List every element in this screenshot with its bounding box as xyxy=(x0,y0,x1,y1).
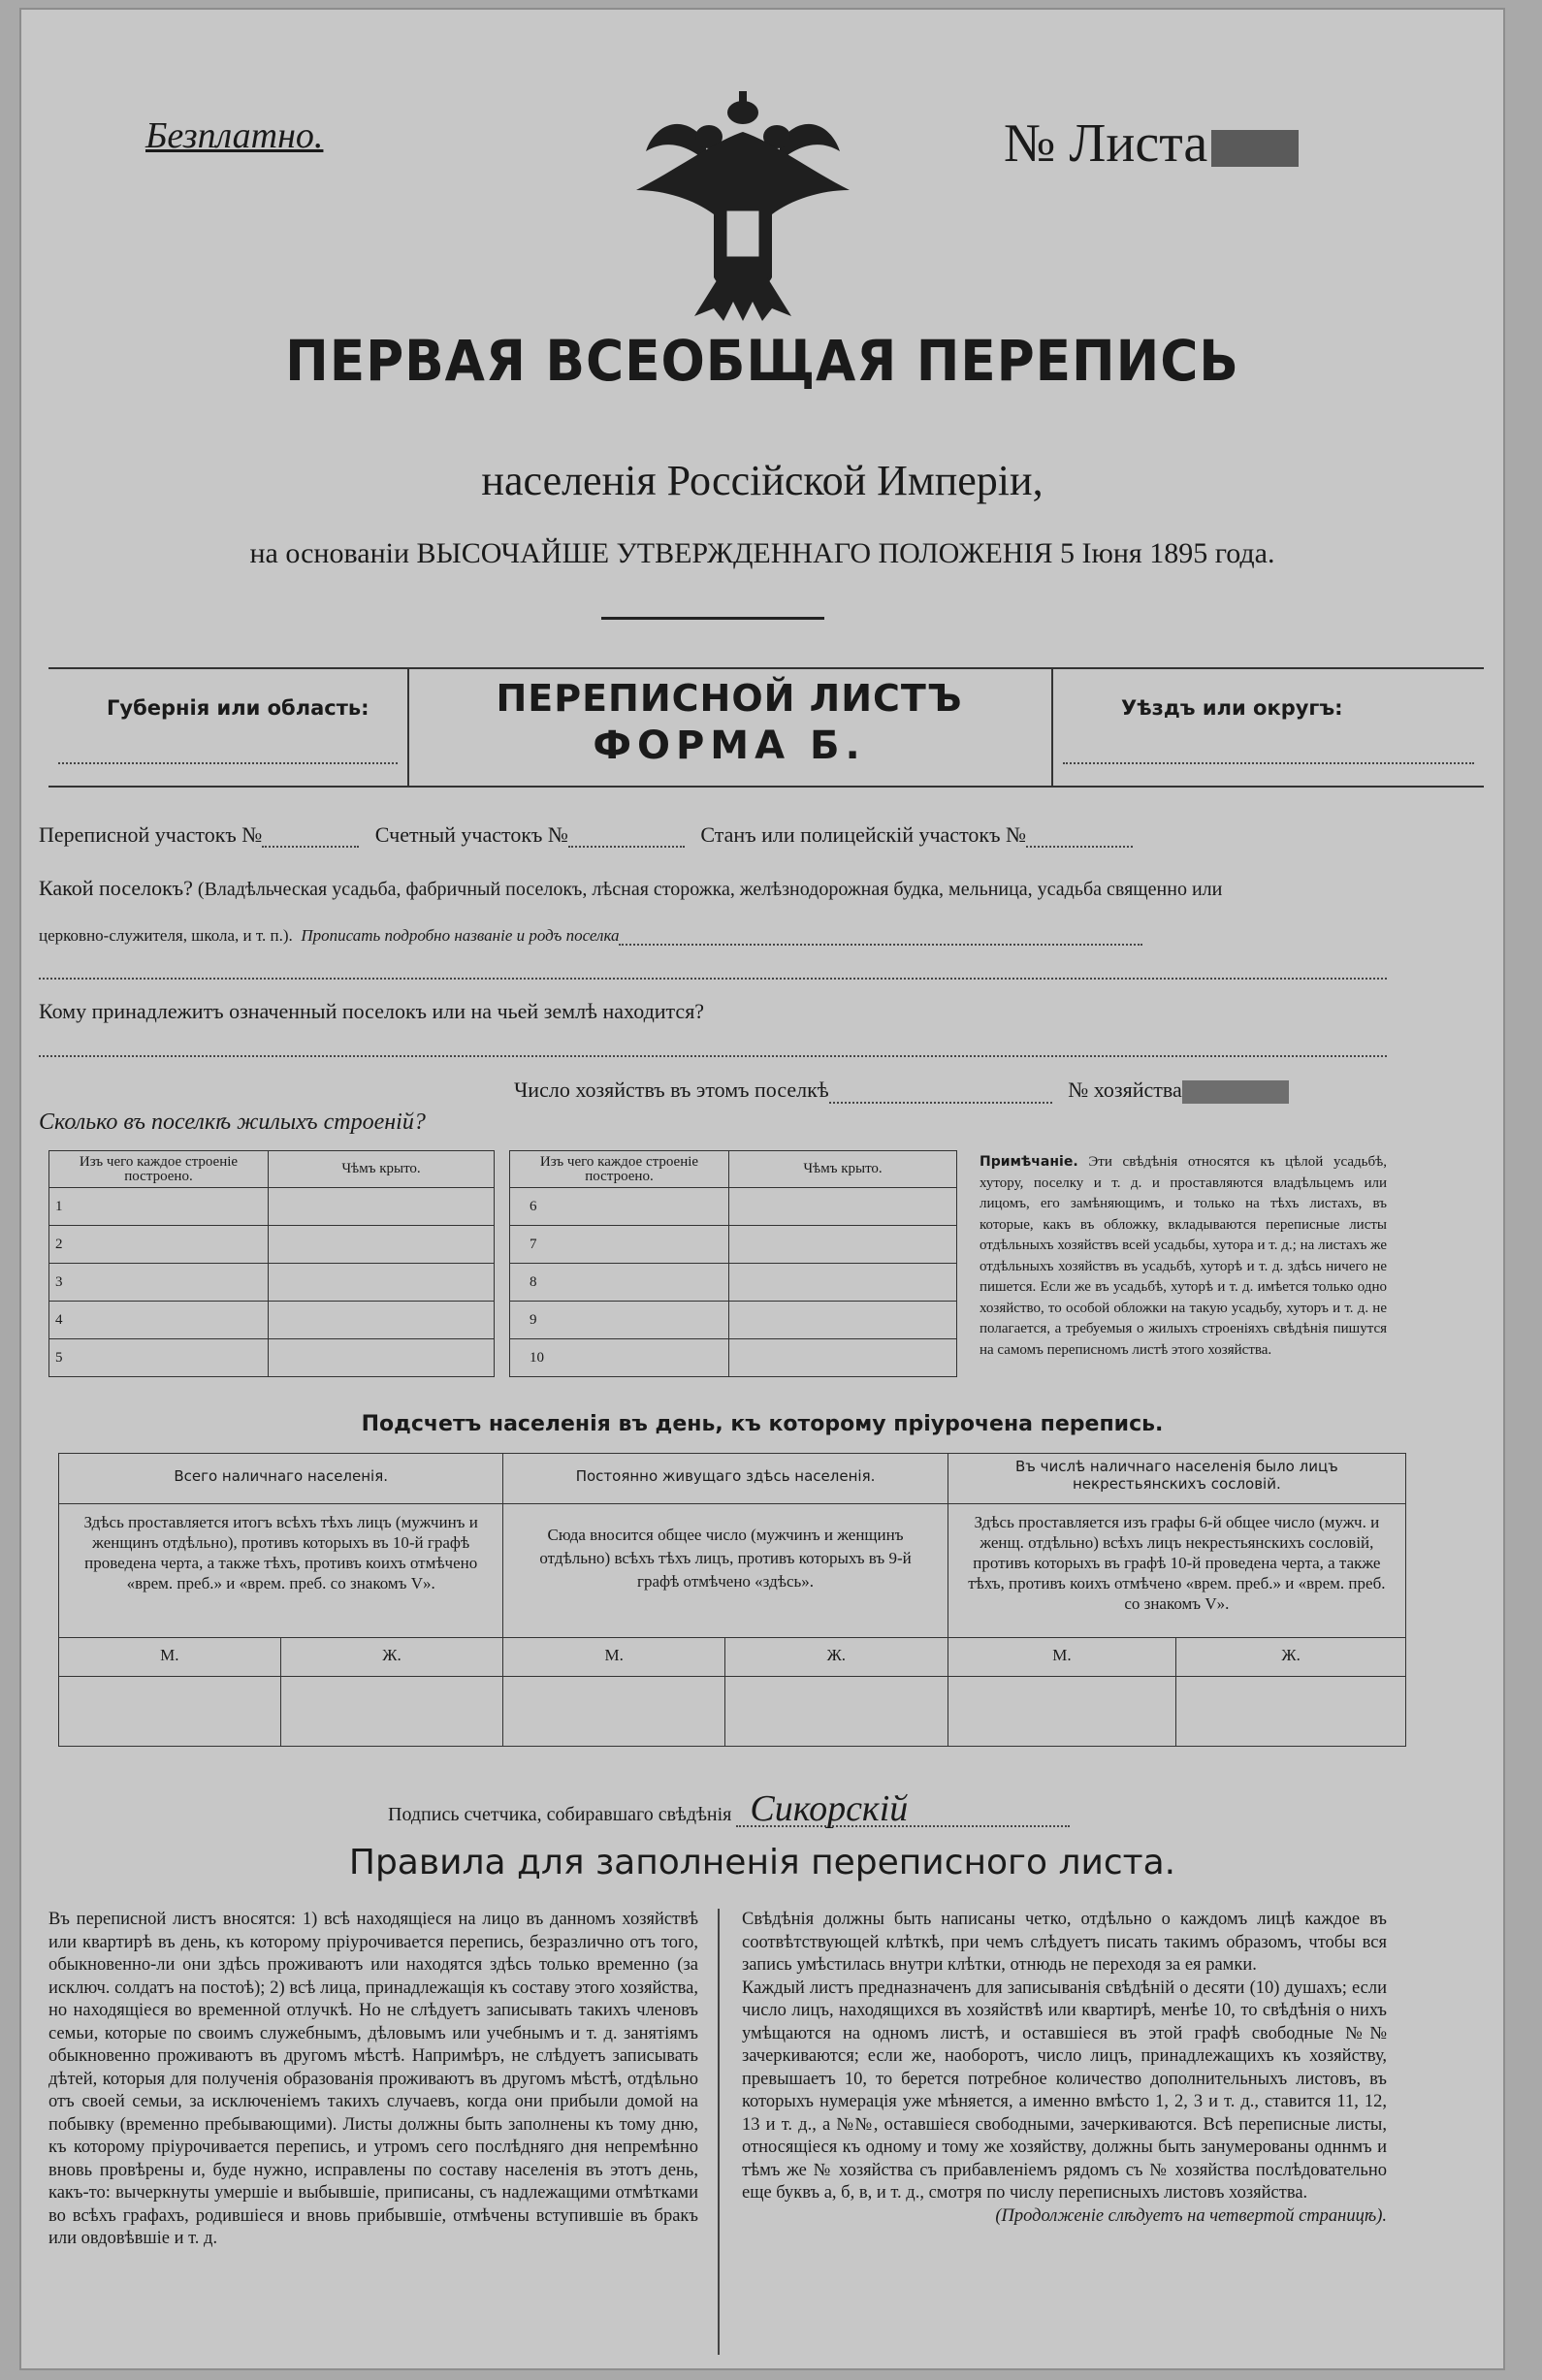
census-area-field[interactable] xyxy=(262,826,359,848)
permanent-population-head: Постоянно живущаго здѣсь населенія. xyxy=(503,1454,948,1504)
census-title: ПЕРВАЯ ВСЕОБЩАЯ ПЕРЕПИСЬ xyxy=(285,328,1239,394)
total-population-head: Всего наличнаго населенія. xyxy=(59,1454,503,1504)
note-text: Эти свѣдѣнія относятся къ цѣлой усадьбѣ, хутору, поселку и т. д. и проставляются владѣльцемъ или лицомъ, его замѣняющимъ, и только на тѣхъ листахъ, въ которые, какъ въ обложку, вкладываются переписные листы отдѣльныхъ хозяйствъ всей усадьбы, хутора и т. д.; на листахъ же отдѣльныхъ хозяйствъ въ усадьбѣ, хуторѣ и т. д. здѣсь ничего не пишется. Если же въ усадьбѣ, хуторѣ и т. д. имѣется только одно хозяйство, то особой обложки на такую усадьбу, хуторъ и т. д. не полагается, а требуемыя о жилыхъ строеніяхъ свѣдѣнія пишутся на самомъ переписномъ листѣ этого хозяйства. xyxy=(980,1154,1388,1358)
row-number: 9 xyxy=(510,1302,729,1339)
police-area-label: Станъ или полицейскій участокъ № xyxy=(700,822,1026,847)
female-header: Ж. xyxy=(724,1638,948,1677)
row-number: 10 xyxy=(510,1339,729,1377)
divider xyxy=(601,617,824,620)
population-title: Подсчетъ населенія въ день, къ которому пріурочена перепись. xyxy=(361,1412,1164,1436)
roof-cell[interactable] xyxy=(269,1188,495,1226)
household-no-field[interactable] xyxy=(1182,1080,1289,1104)
col-material: Изъ чего каждое строеніе построено. xyxy=(49,1151,269,1188)
total-population-text: Здѣсь проставляется итогъ всѣхъ тѣхъ лицъ (мужчинъ и женщинъ отдѣльно), противъ которыхъ въ 10-й графѣ проведена черта, а также тѣхъ, противъ коихъ отмѣчено «врем. преб.» и «врем. преб. со знакомъ V». xyxy=(59,1504,503,1638)
female-header: Ж. xyxy=(280,1638,503,1677)
roof-cell[interactable] xyxy=(269,1226,495,1264)
col-material: Изъ чего каждое строеніе построено. xyxy=(510,1151,729,1188)
non-peasant-head: Въ числѣ наличнаго населенія было лицъ некрестьянскихъ сословій. xyxy=(948,1454,1405,1504)
continued-note: (Продолженіе слѣдуетъ на четвертой страницѣ). xyxy=(995,2205,1387,2226)
count-cell[interactable] xyxy=(1176,1677,1406,1747)
roof-cell[interactable] xyxy=(729,1226,957,1264)
district-box[interactable] xyxy=(1051,669,1484,786)
owner-field[interactable] xyxy=(39,1055,1387,1057)
rules-right-paragraph-1: Свѣдѣнія должны быть написаны четко, отдѣльно о каждомъ лицѣ каждое въ соотвѣтствующей клѣткѣ, при чемъ слѣдуетъ писать такимъ образомъ, чтобы вся запись умѣстилась внутри клѣтки, отнюдь не переходя за ея рамки. xyxy=(742,1910,1387,1975)
row-number: 8 xyxy=(510,1264,729,1302)
male-header: М. xyxy=(503,1638,725,1677)
sheet-number[interactable] xyxy=(1004,113,1299,175)
household-no-label: № хозяйства xyxy=(1068,1077,1182,1102)
sheet-number-field[interactable] xyxy=(1211,130,1299,167)
district-label: Уѣздъ или округъ: xyxy=(1121,696,1343,720)
rules-right-paragraph-2: Каждый листъ предназначенъ для записыванія свѣдѣній о десяти (10) душахъ; если число лицъ, находящихся въ хозяйствѣ или квартирѣ, менѣе 10, то свѣдѣнія о нихъ умѣщаются на одномъ листѣ, и оставшіеся въ этой графѣ свободные №№ зачеркиваются; если же, наоборотъ, число лицъ, принадлежащихъ къ хозяйству, превышаетъ 10, то берется потребное количество дополнительныхъ листовъ, въ которыхъ нумерація уже мѣняется, а именно вмѣсто 1, 2, 3 и т. д., ставится 11, 12, 13 и т. д., а №№, оставшіеся свободными, зачеркиваются. Всѣ переписные листы, относящіеся къ одному и тому же хозяйству, должны быть занумерованы одннмъ и тѣмъ же № хозяйства съ прибавленіемъ рядомъ съ № хозяйства послѣдовательно еще буквъ а, б, в, и т. д., смотря по числу переписныхъ листовъ хозяйства. xyxy=(742,1978,1387,2203)
buildings-table-right xyxy=(509,1150,957,1377)
female-header: Ж. xyxy=(1176,1638,1406,1677)
rules-right-column xyxy=(742,1909,1387,2228)
province-box[interactable] xyxy=(48,669,409,786)
settlement-field[interactable] xyxy=(619,924,1142,946)
census-area-label: Переписной участокъ № xyxy=(39,822,263,847)
owner-question: Кому принадлежитъ означенный поселокъ или на чьей землѣ находится? xyxy=(39,999,705,1023)
roof-cell[interactable] xyxy=(729,1302,957,1339)
census-subtitle: населенія Россійской Имперіи, xyxy=(481,457,1044,504)
form-header-box xyxy=(48,667,1484,788)
roof-cell[interactable] xyxy=(269,1264,495,1302)
non-peasant-text: Здѣсь проставляется изъ графы 6-й общее число (мужч. и женщ. отдѣльно) всѣхъ лицъ некрестьянскихъ сословій, противъ которыхъ въ графѣ 10-й проведена черта, а также тѣхъ, противъ коихъ отмѣчено «врем. преб.» и «врем. преб. со знакомъ V». xyxy=(948,1504,1405,1638)
settlement-line xyxy=(39,876,1222,901)
permanent-population-text: Сюда вносится общее число (мужчинъ и женщинъ отдѣльно) всѣхъ тѣхъ лицъ, противъ которыхъ въ 9-й графѣ отмѣчено «здѣсь». xyxy=(503,1504,948,1638)
settlement-instruction: Прописать подробно названіе и родъ поселка xyxy=(301,926,620,945)
count-cell[interactable] xyxy=(503,1677,725,1747)
area-line xyxy=(39,822,1133,848)
settlement-line-2 xyxy=(39,924,1142,946)
col-roof: Чѣмъ крыто. xyxy=(269,1151,495,1188)
note-block xyxy=(980,1152,1387,1361)
district-field[interactable] xyxy=(1063,762,1474,764)
roof-cell[interactable] xyxy=(729,1339,957,1377)
roof-cell[interactable] xyxy=(269,1302,495,1339)
column-divider xyxy=(718,1909,720,2355)
province-field[interactable] xyxy=(58,762,398,764)
row-number: 1 xyxy=(49,1188,269,1226)
signature-field[interactable]: Сикорскій xyxy=(736,1792,1070,1827)
signature-line xyxy=(388,1788,1070,1829)
count-cell[interactable] xyxy=(948,1677,1175,1747)
free-label: Безплатно. xyxy=(145,115,324,156)
settlement-hint-2: церковно-служителя, школа, и т. п.). xyxy=(39,926,293,945)
buildings-label: Сколько въ поселкѣ жилыхъ строеній? xyxy=(39,1110,426,1135)
sheet-number-label: № Листа xyxy=(1004,113,1208,174)
rules-left-column: Въ переписной листъ вносятся: 1) всѣ находящіеся на лицо въ данномъ хозяйствѣ или квартирѣ въ день, къ которому пріурочивается перепись, безразлично отъ того, обыкновенно-ли они здѣсь проживаютъ или находятся здѣсь только временно (за исключ. солдатъ на постоѣ); 2) всѣ лица, принадлежащія къ составу этого хозяйства, но находящіеся во временной отлучкѣ. Но не слѣдуетъ записывать такихъ членовъ семьи, которые по своимъ служебнымъ, дѣловымъ или учебнымъ и т. д. занятіямъ обыкновенно проживаютъ въ другомъ мѣстѣ. Напримѣръ, не слѣдуетъ записывать дѣтей, которыя для полученія образованія проживаютъ въ другомъ мѣстѣ, отдѣльно отъ своей семьи, за исключеніемъ такихъ случаевъ, когда они прибыли домой на побывку (временно пребывающими). Листы должны быть заполнены къ тому дню, къ которому пріурочивается перепись, и утромъ сего послѣдняго дня непремѣнно вновь провѣрены и, буде нужно, исправлены по составу населенія въ этотъ день, какъ-то: вычеркнуты умершіе и выбывшіе, приписаны, съ надлежащими отмѣтками во всѣхъ графахъ, родившіеся и вновь прибывшіе, отмѣчены вступившіе въ бракъ или овдовѣвшіе и т. д. xyxy=(48,1910,698,2248)
row-number: 7 xyxy=(510,1226,729,1264)
form-title: ПЕРЕПИСНОЙ ЛИСТЪ xyxy=(496,677,963,720)
households-label: Число хозяйствъ въ этомъ поселкѣ xyxy=(514,1077,829,1102)
male-header: М. xyxy=(59,1638,281,1677)
row-number: 2 xyxy=(49,1226,269,1264)
census-basis: на основаніи ВЫСОЧАЙШЕ УТВЕРЖДЕННАГО ПОЛОЖЕНІЯ 5 Іюня 1895 года. xyxy=(249,537,1275,569)
population-table xyxy=(58,1453,1406,1747)
settlement-question: Какой поселокъ? xyxy=(39,876,193,900)
row-number: 4 xyxy=(49,1302,269,1339)
row-number: 5 xyxy=(49,1339,269,1377)
form-type: ФОРМА Б. xyxy=(593,724,866,768)
counting-area-label: Счетный участокъ № xyxy=(374,822,568,847)
settlement-hint: (Владѣльческая усадьба, фабричный поселокъ, лѣсная сторожка, желѣзнодорожная будка, мельница, усадьба священно или xyxy=(197,879,1223,900)
province-label: Губернія или область: xyxy=(107,696,369,720)
note-label: Примѣчаніе. xyxy=(980,1154,1078,1170)
col-roof: Чѣмъ крыто. xyxy=(729,1151,957,1188)
households-line xyxy=(514,1077,1289,1104)
buildings-line xyxy=(39,1110,426,1136)
rules-title: Правила для заполненія переписного листа. xyxy=(348,1843,1176,1882)
row-number: 6 xyxy=(510,1188,729,1226)
police-area-field[interactable] xyxy=(1026,826,1133,848)
double-headed-eagle-icon xyxy=(617,83,869,326)
count-cell[interactable] xyxy=(724,1677,948,1747)
count-cell[interactable] xyxy=(280,1677,503,1747)
row-number: 3 xyxy=(49,1264,269,1302)
buildings-table-left xyxy=(48,1150,495,1377)
counting-area-field[interactable] xyxy=(568,826,685,848)
roof-cell[interactable] xyxy=(729,1264,957,1302)
header-bottom-rule xyxy=(48,786,1484,788)
households-field[interactable] xyxy=(829,1082,1052,1104)
roof-cell[interactable] xyxy=(269,1339,495,1377)
settlement-field-2[interactable] xyxy=(39,978,1387,980)
male-header: М. xyxy=(948,1638,1175,1677)
count-cell[interactable] xyxy=(59,1677,281,1747)
census-sheet xyxy=(19,8,1505,2370)
form-title-box xyxy=(409,669,1049,786)
signature-label: Подпись счетчика, собиравшаго свѣдѣнія xyxy=(388,1804,732,1825)
roof-cell[interactable] xyxy=(729,1188,957,1226)
